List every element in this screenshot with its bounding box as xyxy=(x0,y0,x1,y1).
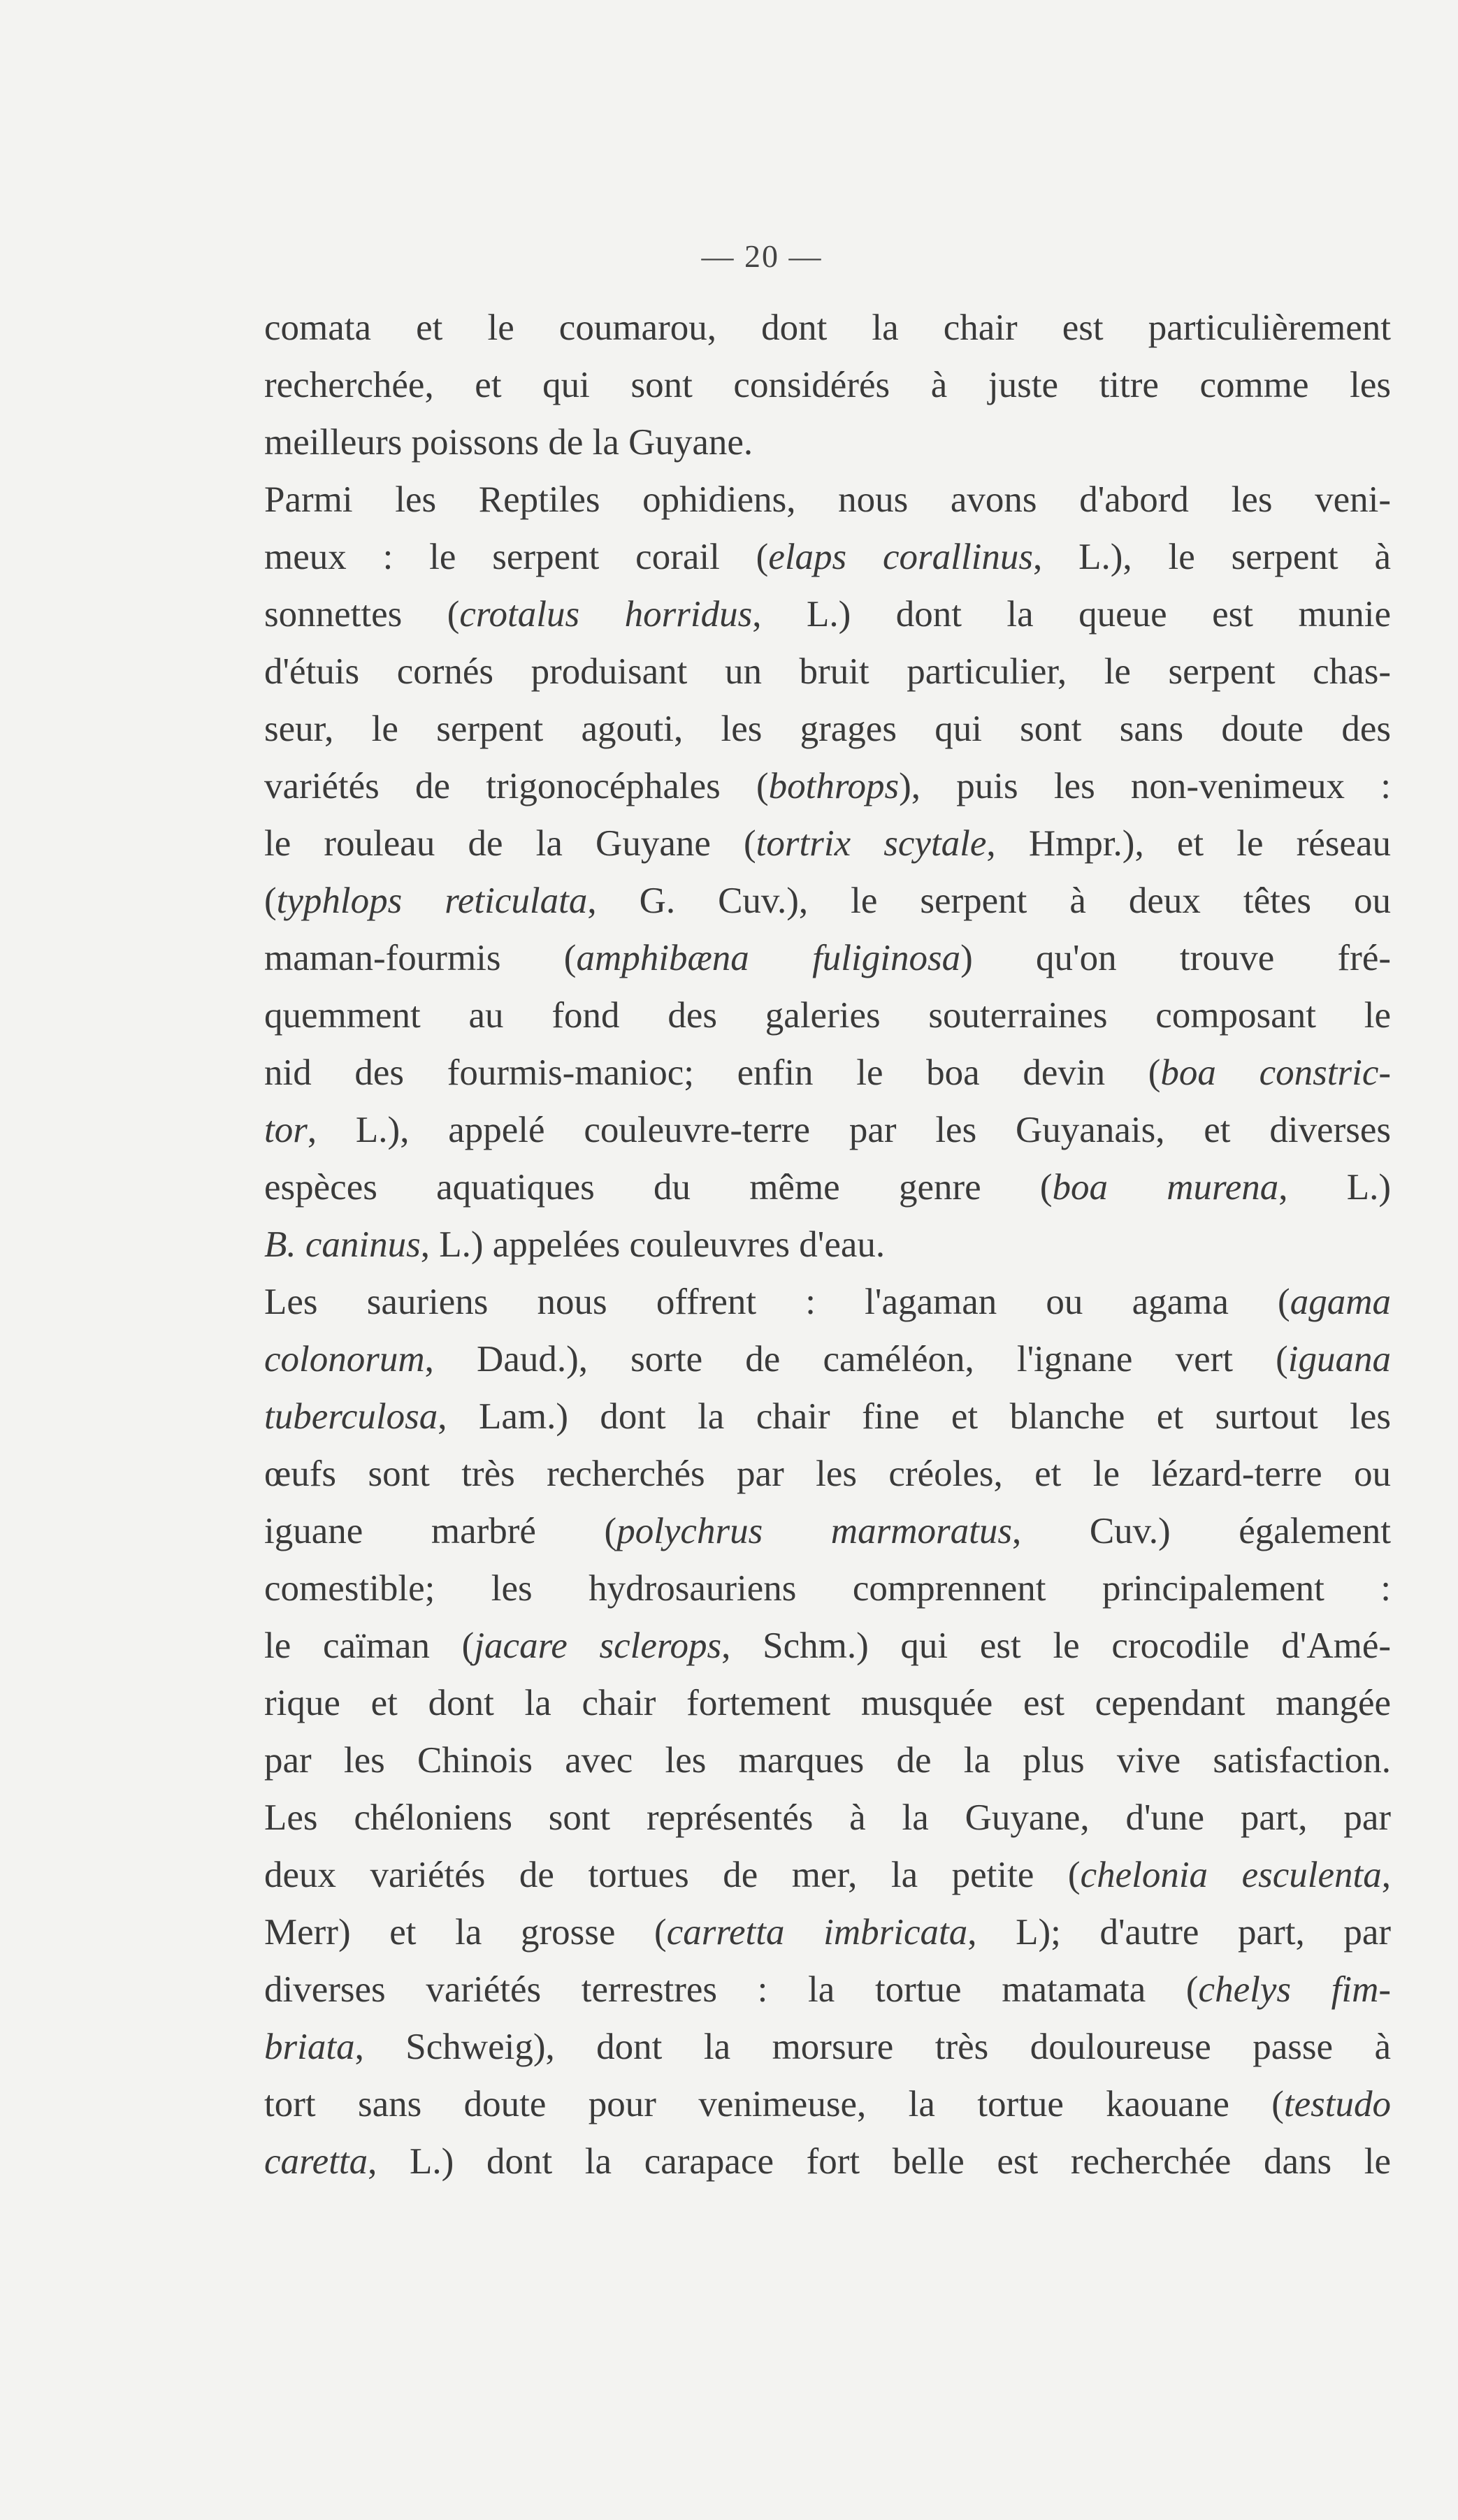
text-line: diverses variétés terrestres : la tortue matamata (chelys fim- xyxy=(264,1969,1392,2010)
body-text xyxy=(264,299,1391,2190)
text-line: espèces aquatiques du même genre (boa murena, L.) xyxy=(264,1167,1391,1208)
text-line: par les Chinois avec les marques de la plus vive satisfaction. xyxy=(264,1740,1391,1781)
text-line: œufs sont très recherchés par les créoles, et le lézard-terre ou xyxy=(264,1454,1391,1494)
text-line: seur, le serpent agouti, les grages qui sont sans doute des xyxy=(264,709,1391,749)
text-line: B. caninus, L.) appelées couleuvres d'eau. xyxy=(264,1224,886,1265)
text-line: meux : le serpent corail (elaps corallinus, L.), le serpent à xyxy=(264,537,1391,577)
text-line: Les chéloniens sont représentés à la Guyane, d'une part, par xyxy=(264,1797,1391,1838)
text-line: nid des fourmis-manioc; enfin le boa devin (boa constric- xyxy=(264,1052,1391,1093)
text-line: quemment au fond des galeries souterraines composant le xyxy=(264,995,1391,1036)
text-line: caretta, L.) dont la carapace fort belle est recherchée dans le xyxy=(264,2141,1391,2182)
text-line: Merr) et la grosse (carretta imbricata, L); d'autre part, par xyxy=(264,1912,1392,1953)
text-line: le rouleau de la Guyane (tortrix scytale, Hmpr.), et le réseau xyxy=(264,823,1391,864)
text-line: maman-fourmis (amphibæna fuliginosa) qu'on trouve fré- xyxy=(264,938,1391,978)
text-line: d'étuis cornés produisant un bruit particulier, le serpent chas- xyxy=(264,651,1391,692)
text-line: briata, Schweig), dont la morsure très douloureuse passe à xyxy=(264,2027,1391,2067)
text-line: le caïman (jacare sclerops, Schm.) qui est le crocodile d'Amé- xyxy=(264,1625,1391,1666)
text-line: tor, L.), appelé couleuvre-terre par les Guyanais, et diverses xyxy=(264,1110,1391,1150)
text-line: (typhlops reticulata, G. Cuv.), le serpent à deux têtes ou xyxy=(264,881,1391,921)
text-line: comestible; les hydrosauriens comprennent principalement : xyxy=(264,1568,1391,1609)
text-line: tuberculosa, Lam.) dont la chair fine et blanche et surtout les xyxy=(264,1396,1391,1437)
text-line: variétés de trigonocéphales (bothrops), puis les non-venimeux : xyxy=(264,766,1391,806)
text-line: Parmi les Reptiles ophidiens, nous avons d'abord les veni- xyxy=(264,479,1391,520)
page-number: — 20 — xyxy=(701,238,823,274)
text-line: iguane marbré (polychrus marmoratus, Cuv.) également xyxy=(264,1511,1391,1551)
text-line: Les sauriens nous offrent : l'agaman ou agama (agama xyxy=(264,1282,1391,1322)
text-line: comata et le coumarou, dont la chair est particulièrement xyxy=(264,307,1391,348)
text-line: colonorum, Daud.), sorte de caméléon, l'ignane vert (iguana xyxy=(264,1339,1391,1380)
text-line: recherchée, et qui sont considérés à juste titre comme les xyxy=(264,365,1391,405)
text-line: deux variétés de tortues de mer, la petite (chelonia esculenta, xyxy=(264,1855,1391,1895)
text-line: sonnettes (crotalus horridus, L.) dont la queue est munie xyxy=(264,594,1391,635)
text-line: rique et dont la chair fortement musquée est cependant mangée xyxy=(264,1683,1391,1723)
text-line: meilleurs poissons de la Guyane. xyxy=(264,422,753,463)
text-line: tort sans doute pour venimeuse, la tortue kaouane (testudo xyxy=(264,2084,1391,2124)
